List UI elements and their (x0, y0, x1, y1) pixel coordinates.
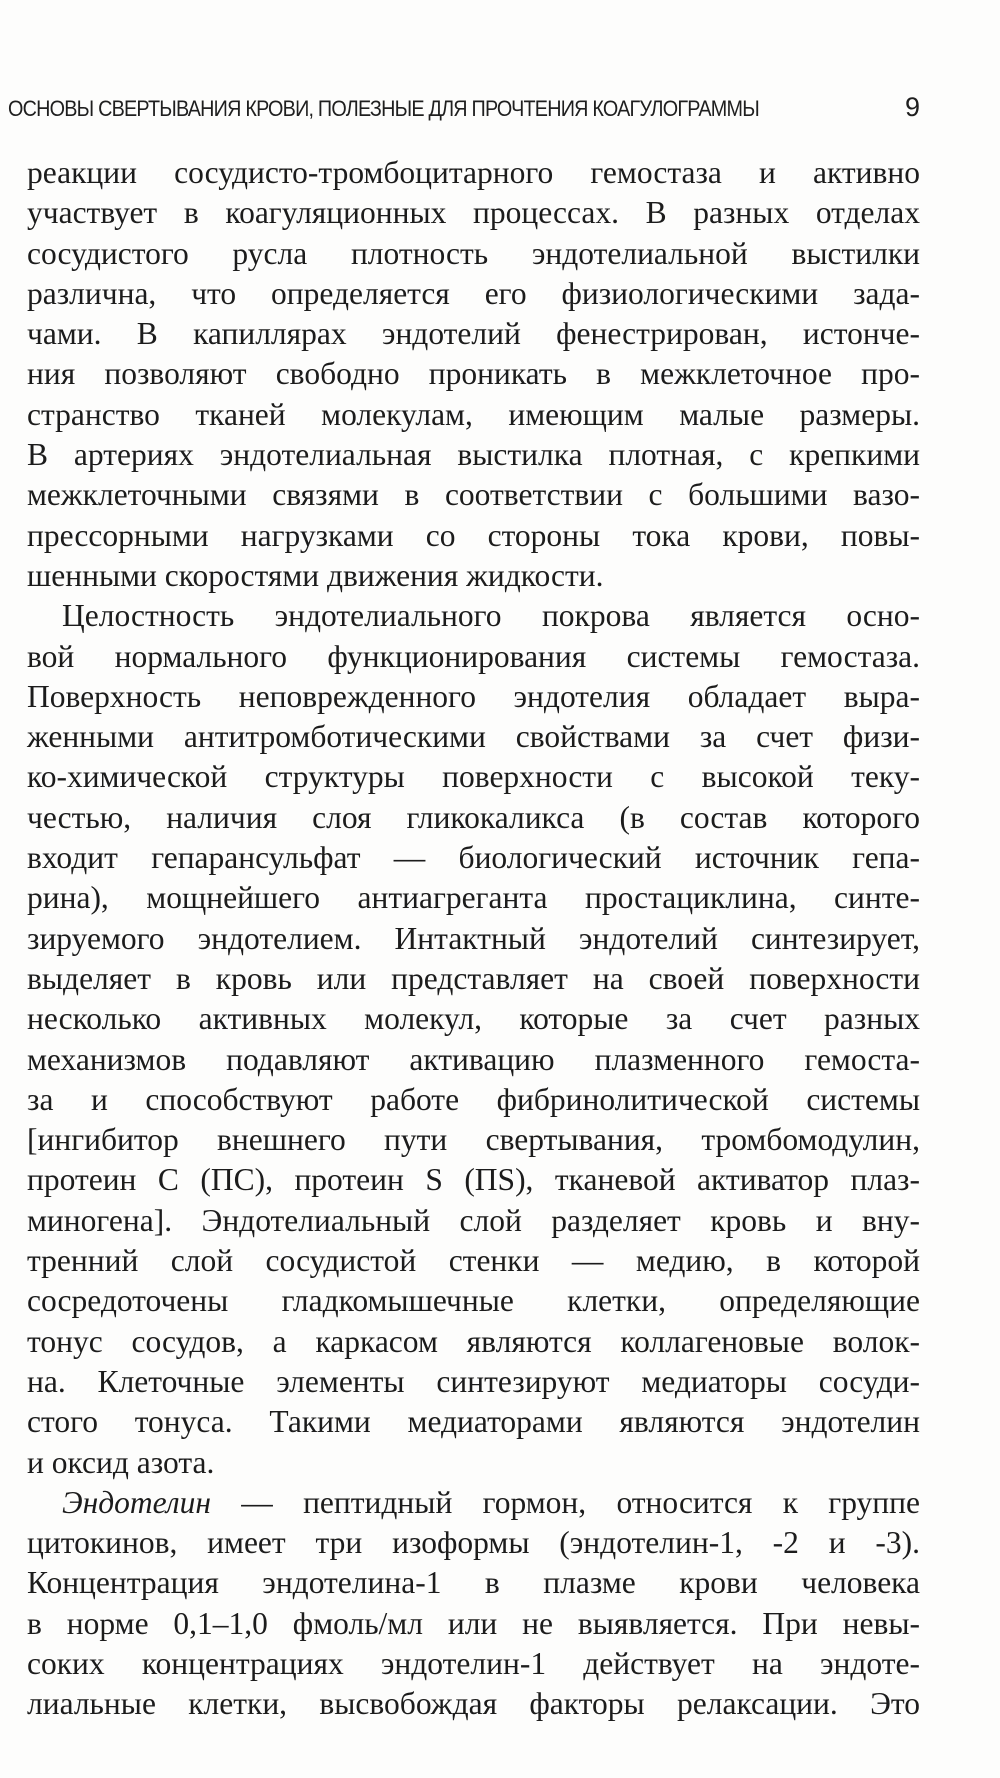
text-line: в норме 0,1–1,0 фмоль/мл или не выявляется. При невы- (27, 1605, 920, 1641)
text-line: и оксид азота. (27, 1444, 215, 1480)
text-line: межклеточными связями в соответствии с большими вазо- (27, 477, 920, 513)
text-line: В артериях эндотелиальная выстилка плотная, с крепкими (27, 437, 920, 473)
paragraph-endothelium-structure (27, 153, 920, 596)
endothelin-definition: — пептидный гормон, относится к группе (211, 1484, 920, 1520)
text-line: женными антитромботическими свойствами за счет физи- (27, 719, 920, 755)
running-header (8, 92, 920, 123)
text-line (27, 1483, 920, 1523)
text-line: Концентрация эндотелина-1 в плазме крови человека (27, 1565, 920, 1601)
text-line: [ингибитор внешнего пути свертывания, тромбомодулин, (27, 1122, 920, 1158)
text-line: тренний слой сосудистой стенки — медию, в которой (27, 1243, 920, 1279)
text-line: сосредоточены гладкомышечные клетки, определяющие (27, 1283, 920, 1319)
text-line: странство тканей молекулам, имеющим малые размеры. (27, 396, 920, 432)
text-line: реакции сосудисто-тромбоцитарного гемостаза и активно (27, 155, 920, 190)
text-line: чами. В капиллярах эндотелий фенестрирован, истонче- (27, 316, 920, 352)
text-line: соких концентрациях эндотелин-1 действует на эндоте- (27, 1645, 920, 1681)
endothelin-term: Эндотелин (62, 1484, 211, 1520)
text-line: рина), мощнейшего антиагреганта простациклина, синте- (27, 880, 920, 916)
page-number: 9 (904, 92, 920, 122)
running-header-title: ОСНОВЫ СВЕРТЫВАНИЯ КРОВИ, ПОЛЕЗНЫЕ ДЛЯ ПРОЧТЕНИЯ КОАГУЛОГРАММЫ (8, 96, 759, 121)
text-line: выделяет в кровь или представляет на своей поверхности (27, 960, 920, 996)
text-line: зируемого эндотелием. Интактный эндотелий синтезирует, (27, 920, 920, 956)
text-line: сосудистого русла плотность эндотелиальной выстилки (27, 235, 920, 271)
text-line: несколько активных молекул, которые за счет разных (27, 1001, 920, 1037)
text-line: стого тонуса. Такими медиаторами являются эндотелин (27, 1404, 920, 1440)
paragraph-endothelin (27, 1483, 920, 1725)
text-line: прессорными нагрузками со стороны тока крови, повы- (27, 517, 920, 553)
text-line: ко-химической структуры поверхности с высокой теку- (27, 759, 920, 795)
text-line: на. Клеточные элементы синтезируют медиаторы сосуди- (27, 1363, 920, 1399)
text-line: вой нормального функционирования системы гемостаза. (27, 638, 920, 674)
text-line: участвует в коагуляционных процессах. В разных отделах (27, 195, 920, 231)
text-line: механизмов подавляют активацию плазменного гемоста- (27, 1041, 920, 1077)
text-line: ния позволяют свободно проникать в межклеточное про- (27, 356, 920, 392)
text-line: цитокинов, имеет три изоформы (эндотелин-1, -2 и -3). (27, 1525, 920, 1561)
text-line: миногена]. Эндотелиальный слой разделяет кровь и вну- (27, 1202, 920, 1238)
body-text (27, 153, 920, 1725)
text-line: различна, что определяется его физиологическими зада- (27, 275, 920, 311)
text-line: входит гепарансульфат — биологический источник гепа- (27, 840, 920, 876)
paragraph-endothelium-integrity (27, 596, 920, 1483)
text-line: Целостность эндотелиального покрова является осно- (62, 598, 920, 634)
text-line: тонус сосудов, а каркасом являются коллагеновые волок- (27, 1323, 920, 1359)
text-line: шенными скоростями движения жидкости. (27, 557, 604, 593)
text-line: честью, наличия слоя гликокаликса (в состав которого (27, 799, 920, 835)
text-line: Поверхность неповрежденного эндотелия обладает выра- (27, 678, 920, 714)
text-line: лиальные клетки, высвобождая факторы релаксации. Это (27, 1686, 920, 1722)
text-line: за и способствуют работе фибринолитической системы (27, 1081, 920, 1117)
text-line: протеин С (ПС), протеин S (ПS), тканевой активатор плаз- (27, 1162, 920, 1198)
